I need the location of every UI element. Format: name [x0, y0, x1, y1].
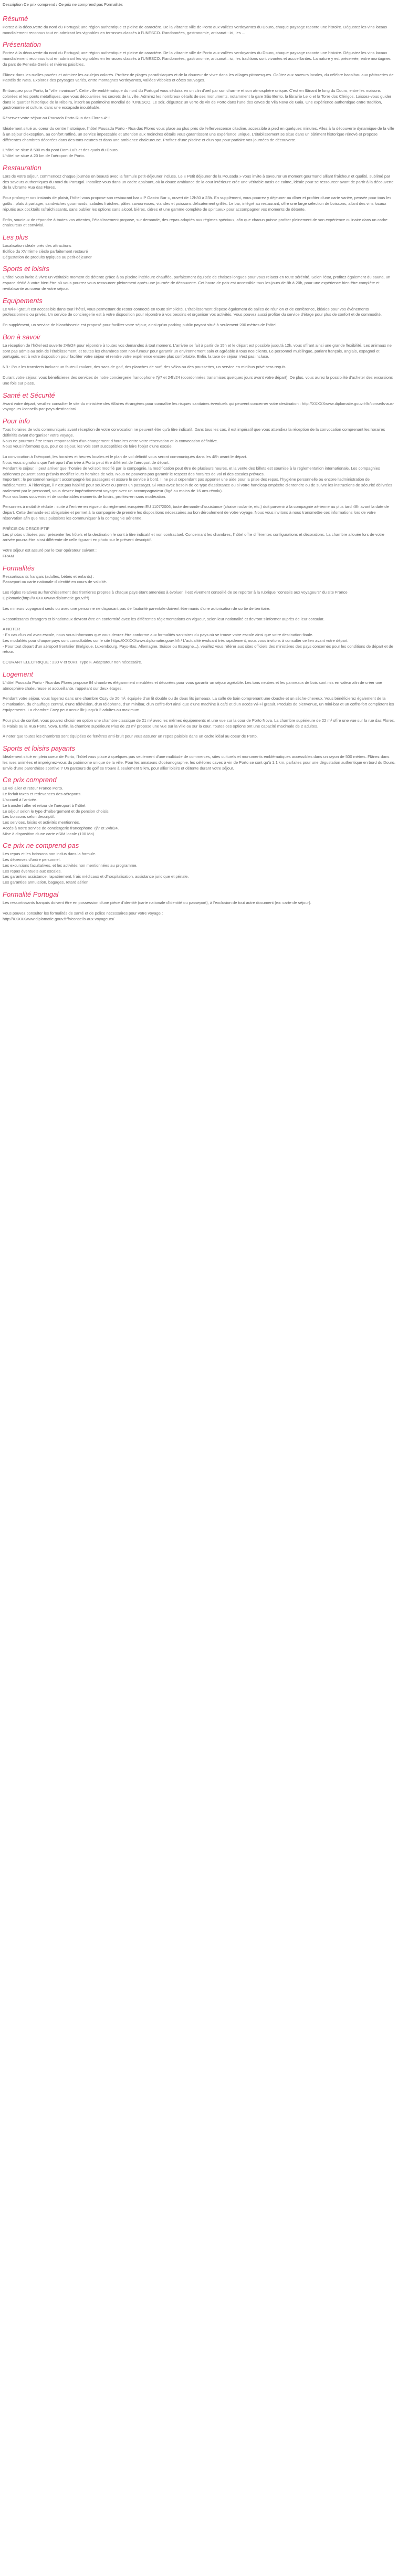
paragraph: À noter que toutes les chambres sont équipées de fenêtres anti-bruit pour vous assurer un repos paisible dans un cadre idéal au coeur de Porto. — [3, 734, 258, 739]
description-header: Description Ce prix comprend / Ce prix ne comprend pas Formalités — [3, 2, 123, 7]
paragraph: Idéalement situé en plein coeur de Porto, l'hôtel vous place à quelques pas seulement d'une multitude de commerces, sites culturels et monuments emblématiques accessibles dans un rayon de 500 mètres. Flânez dans les rues animées et imprégnez-vous du patrimoine unique de la ville. Pour les amateurs d'océanographie, les célèbres caves à vin de Porto se sont qu'à 1,1 km, parfaites pour une dégustation authentique en bord du Douro. Envie d'une parenthèse sportive ? Un parcours de golf se trouve à seulement 9 km, pour allier loisirs et détente durant votre séjour. — [3, 754, 395, 771]
paragraph: Idéalement situé au coeur du centre historique, l'hôtel Pousada Porto - Rua das Flores vous place au plus près de l'effervescence citadine, accessible à pied en quelques minutes. Allez à la découverte dynamique de la ville à un séjour d'exception, au confort raffiné, un service impeccable et attention aux moindres détails vous garantissent une expérience unique. L'établissement se situe dans un bâtiment historique rénové et propose différentes chambres décorées dans des tons neutres et dans une ambiance chaleureuse. Profitez d'une piscine et d'un spa pour parfaire vos journées de découverte. — [3, 126, 394, 142]
section-sante-securite — [3, 392, 395, 413]
section-title-formalite-portugal: Formalité Portugal — [3, 890, 59, 899]
list-item: Les boissons selon descriptif. — [3, 814, 55, 819]
paragraph: Enfin, soucieux de répondre à toutes vos attentes, l'établissement propose, sur demande, des repas adaptés aux régimes spéciaux, afin que chacun puisse profiter pleinement de son expérience culinaire dans un cadre chaleureux et convivial. — [3, 217, 388, 228]
section-title-formalites: Formalités — [3, 564, 35, 572]
section-title-presentation: Présentation — [3, 40, 41, 49]
paragraph: Les règles relatives au franchissement des frontières propres à chaque pays étant amenées à évoluer, il est vivement conseillé de se reporter à la rubrique "conseils aux voyageurs" du site France Diplomatie(http://XXXXXwww.diplomatie.gouv.fr/) — [3, 590, 348, 600]
paragraph: L'hôtel vous invite à vivre un véritable moment de détente grâce à sa piscine intérieure chauffée, parfaitement équipée de chaises longues pour vous relaxer en toute sérénité. Selon l'état, profitez également du sauna, un espace dédié à votre bien-être où vous pourrez vous ressourcer pleinement après une journée de découverte. Cet havre de paix est accessible tous les jours de 8h à 20h, pour une expérience bien-être complète et revitalisante au coeur de votre séjour. — [3, 275, 391, 291]
section-ce-prix-comprend — [3, 776, 395, 837]
section-title-sports-loisirs: Sports et loisirs — [3, 265, 49, 273]
paragraph: Tous horaires de vols communiqués avant réception de votre convocation ne peuvent être qu'à titre indicatif. Dans tous les cas, il est impératif que vous attendiez la réception de la convocation comprenant les horaires définitifs avant d'organiser votre voyage. Nous ne pourrons être tenus responsables d'un changement d'horaires entre votre réservation et la convocation définitive. Nous vous informons que, pour ce séjour, les vols sont susceptibles de faire l'objet d'une escale. — [3, 427, 385, 449]
section-presentation — [3, 41, 395, 159]
list-item: Le vol aller et retour France Porto. — [3, 786, 64, 791]
section-bon-a-savoir — [3, 334, 395, 387]
sports-loisirs-body — [3, 275, 395, 292]
paragraph: Personnes à mobilité réduite : suite à l'entrée en vigueur du règlement européen EU 1107/2006, toute demande d'assistance (chaise roulante, etc.) doit parvenir à la compagnie aérienne au plus tard 48h avant la date de départ. Cette demande est obligatoire et permet à la compagnie de prendre les dispositions nécessaires au bon déroulement de votre voyage. Nous vous invitons à nous transmettre ces informations lors de votre réservation afin que nous puissions les communiquer à la compagnie aérienne. — [3, 504, 389, 521]
paragraph: PRÉCISION DESCRIPTIF Les photos utilisées pour présenter les hôtels et la destination le sont à titre indicatif et non contractuel. Concernant les chambres, l'hôtel offre différentes configurations et décorations. La chambre allouée lors de votre arrivée pourra être ainsi différente de celle figurant en photo sur le présent descriptif. — [3, 526, 384, 543]
list-item: Localisation idéale près des attractions — [3, 243, 71, 248]
list-item: Le séjour selon le type d'hébergement et de pension choisis. — [3, 808, 110, 814]
section-logement — [3, 671, 395, 740]
sante-securite-body — [3, 401, 395, 413]
section-title-restauration: Restauration — [3, 163, 41, 172]
paragraph: Flânez dans les ruelles pavées et admirez les azulejos colorés. Profitez de plages paradisiaques et de la douceur de vivre dans les villages pittoresques. Goûtez aux saveurs locales, du célèbre bacalhau aux pâtisseries de Pastéis de Nata. Explorez des paysages variés, entre montagnes verdoyantes, vallées viticoles et côtes sauvages. — [3, 72, 394, 83]
paragraph: Pendant votre séjour, vous logerez dans une chambre Cozy de 20 m², équipée d'un lit double ou de deux lits jumeaux. La salle de bain comprenant une douche et un sèche-cheveux. Vous bénéficierez également de la climatisation, du chauffage central, d'une télévision, d'un téléphone, d'un minibar, d'un coffre-fort ainsi que d'une machine à café et d'un accès Wi-Fi gratuit. Produits de bienvenue, un mini-bar et un coffre-fort complètent les équipements. La chambre Cozy peut accueillir jusqu'à 2 adultes au maximum. — [3, 696, 394, 713]
logement-body — [3, 680, 395, 740]
paragraph: L'hôtel se situe à 500 m du pont Dom-Luís et des quais du Douro. L'hôtel se situe à 20 km de l'aéroport de Porto. — [3, 148, 119, 159]
list-item: Les garanties assistance, rapatriement, frais médicaux et d'hospitalisation, assistance juridique et pénale. — [3, 874, 189, 879]
list-item: Les garanties annulation, bagages, retard aérien. — [3, 880, 90, 885]
paragraph: Pour prolonger vos instants de plaisir, l'hôtel vous propose son restaurant bar « P Gastro Bar », ouvert de 12h30 à 23h. En supplément, vous pourrez y déjeuner ou dîner et profiter d'une carte variée, pensée pour tous les goûts : plats à partager, sandwiches gourmands, salades fraîches, pâtes savoureuses, viandes et poissons délicatement grillés. Le bar, intégré au restaurant, offre une large sélection de boissons, allant des vins locaux réputés aux cocktails rafraîchissants, sans oublier les options sans alcool, bières, cidres et une gamme complète de spiritueux pour accompagner vos moments de détente. — [3, 195, 392, 212]
paragraph: Pour plus de confort, vous pouvez choisir en option une chambre classique de 21 m² avec les mêmes équipements et une vue sur la cour de Porto Nova. La chambre supérieure de 22 m² offre une vue sur la rue das Flores, le Palais ou la Rua Porta Nova. Enfin, la chambre supérieure Plus de 23 m² propose une vue sur la ville ou sur la cour. Toutes ces options ont une capacité maximale de 2 adultes. — [3, 718, 395, 729]
list-item: Mise à disposition d'une carte eSIM locale (100 Mo). — [3, 831, 96, 836]
section-title-ce-prix-ne-comprend-pas: Ce prix ne comprend pas — [3, 842, 79, 850]
paragraph: Le Wi-Fi gratuit est accessible dans tout l'hôtel, vous permettant de rester connecté en toute simplicité. L'établissement dispose également de salles de réunion et de conférence, idéales pour vos événements professionnels ou privés. Un service de conciergerie est à votre disposition pour répondre à vos besoins et organiser vos activités. Vous pouvez aussi profiter du service d'étage pour plus de confort et de commodité. — [3, 306, 382, 317]
section-title-bon-a-savoir: Bon à savoir — [3, 333, 41, 341]
resume-text: Portez à la découverte du nord du Portugal; une région authentique et pleine de caractère. De la vibrante ville de Porto aux vallées verdoyantes du Douro, chaque paysage raconte une histoire. Dégustez les vins locaux mondialement reconnus tout en admirant les vignobles en terrasses classés à l'UNESCO. Randonnées, gastronomie, artisanat : ici, les ... — [3, 24, 387, 35]
section-title-pour-info: Pour info — [3, 417, 30, 425]
presentation-body — [3, 50, 395, 159]
paragraph: Embarquez pour Porto, la "ville invaincue". Cette ville emblématique du nord du Portugal vous séduira en un clin d'oeil par son charme et son atmosphère unique. C'est en flânant le long du Douro, entre les maisons colorées et les ponts métalliques, que vous découvrirez les secrets de la ville. Admirez les nombreux détails de ses monuments, notamment la gare São Bento, la librairie Lello et la Torre dos Clérigos. Laissez-vous guider dans le quartier historique de la Ribeira, inscrit au patrimoine mondial de l'UNESCO. Le soir, dégustez un verre de vin de Porto dans l'une des caves de Vila Nova de Gaia. Une expérience authentique entre tradition, gastronomie et culture, dans une escapade inoubliable. — [3, 88, 392, 110]
equipements-body — [3, 307, 395, 328]
bon-a-savoir-body — [3, 343, 395, 387]
list-item: L'accueil à l'arrivée. — [3, 797, 38, 802]
paragraph: La réception de l'hôtel est ouverte 24h/24 pour répondre à toutes vos demandes à tout moment. L'arrivée se fait à partir de 15h et le départ est possible jusqu'à 12h, vous offrant ainsi une grande flexibilité. Les animaux ne sont pas admis au sein de l'établissement, et toutes les chambres sont non-fumeur pour garantir un environnement sain et agréable à tous nos clients. Le personnel multilingue, parlant français, anglais, espagnol et portugais, est à votre disposition pour faciliter votre séjour et rendre votre expérience encore plus confortable. Enfin, la taxe de séjour n'est pas incluse. — [3, 342, 392, 359]
product-description-page — [0, 0, 398, 930]
paragraph: Ressortissants étrangers et binationaux devront être en conformité avec les différentes réglementations en vigueur, selon leur nationalité et devront s'informer auprès de leur consulat. — [3, 616, 324, 621]
paragraph: NB : Pour les transferts incluant un fauteuil roulant, des sacs de golf, des planches de surf, des vélos ou des poussettes, un service en minibus privé sera requis. — [3, 365, 287, 370]
section-title-sante-securite: Santé et Sécurité — [3, 391, 55, 399]
section-les-plus — [3, 234, 395, 260]
paragraph: Votre séjour est assuré par le tour opérateur suivant : FRAM — [3, 548, 97, 558]
paragraph: Portez à la découverte du nord du Portugal; une région authentique et pleine de caractère. De la vibrante ville de Porto aux vallées verdoyantes du Douro, chaque paysage raconte une histoire. Dégustez les vins locaux mondialement reconnus tout en admirant les vignobles en terrasses classés à l'UNESCO. Randonnées, gastronomie, artisanat : ici, les traditions sont vivantes et accueillantes. La nature y est préservée, entre montagnes du parc de Peneda-Gerês et rivières paisibles. — [3, 50, 391, 67]
ce-prix-ne-comprend-pas-list — [3, 851, 395, 886]
les-plus-list — [3, 243, 395, 260]
list-item: Les repas éventuels aux escales. — [3, 868, 62, 874]
paragraph: Les ressortissants français doivent être en possession d'une pièce d'identité (carte nationale d'identité ou passeport), à l'exclusion de tout autre document (ex: carte de séjour). — [3, 900, 311, 905]
formalites-body — [3, 574, 395, 666]
section-formalite-portugal — [3, 891, 395, 922]
paragraph: Réservez votre séjour au Pousada Porto Rua das Flores 4* ! — [3, 116, 110, 121]
paragraph: Les mineurs voyageant seuls ou avec une personne ne disposant pas de l'autorité parentale doivent être munis d'une autorisation de sortie de territoire. — [3, 606, 270, 611]
list-item: Les excursions facultatives, et les activités non mentionnées au programme. — [3, 863, 138, 868]
list-item: Les repas et les boissons non inclus dans la formule. — [3, 851, 97, 857]
section-sports-loisirs-payants — [3, 745, 395, 771]
list-item: Le forfait taxes et redevances des aéroports. — [3, 792, 82, 797]
list-item: Accès à notre service de conciergerie francophone 7j/7 et 24h/24. — [3, 825, 119, 830]
ce-prix-comprend-list — [3, 786, 395, 837]
list-item: Dégustation de produits typiques au petit-déjeuner — [3, 254, 92, 259]
paragraph: Lors de votre séjour, commencez chaque journée en beauté avec la formule petit-déjeuner incluse. Le « Petit déjeuner de la Pousada » vous invite à savourer un moment gourmand alliant fraîcheur et qualité, sublimé par des saveurs authentiques du nord du Portugal. Installez-vous dans un cadre apaisant, où la douce ambiance de la cour intérieure crée une véritable oasis de calme, idéale pour se ressourcer avant de partir à la découverte de la vibrante Rua das Flores. — [3, 173, 394, 190]
formalite-portugal-body — [3, 900, 395, 922]
list-item: Les dépenses d'ordre personnel. — [3, 857, 61, 863]
restauration-body — [3, 174, 395, 228]
section-title-resume: Résumé — [3, 14, 28, 23]
pour-info-body — [3, 427, 395, 559]
section-sports-loisirs — [3, 265, 395, 292]
paragraph: A NOTER - En cas d'un vol avec escale, nous vous informons que vous devrez être conforme aux formalités sanitaires du pays où se trouve votre escale ainsi que votre destination finale. Les modalités pour chaque pays sont consultables sur le site https://XXXXXwww.diplomatie.gouv.fr/fr/ L'actualité évoluant très rapidement, nous vous invitons à consulter ce lien avant votre départ. - Pour tout départ d'un aéroport frontalier (Belgique, Luxembourg, Pays-Bas, Allemagne, Suisse ou Espagne...), veuillez vous référer aux sites officiels des ministères des pays concernés pour les conditions de départ et de retour. — [3, 627, 393, 655]
paragraph: Vous pouvez consulter les formalités de santé et de police nécessaires pour votre voyage : http://XXXXXwww.diplomatie.gouv.fr/fr/conseils-aux-voyageurs/ — [3, 910, 163, 921]
section-title-ce-prix-comprend: Ce prix comprend — [3, 776, 57, 784]
section-ce-prix-ne-comprend-pas — [3, 842, 395, 886]
section-title-sports-loisirs-payants: Sports et loisirs payants — [3, 744, 76, 753]
section-title-logement: Logement — [3, 670, 33, 678]
section-equipements — [3, 297, 395, 328]
sports-loisirs-payants-body — [3, 754, 395, 771]
paragraph: Ressortissants français (adultes, bébés et enfants) : Passeport ou carte nationale d'identité en cours de validité. — [3, 574, 107, 585]
paragraph: En supplément, un service de blanchisserie est proposé pour faciliter votre séjour, ainsi qu'un parking public payant situé à seulement 200 mètres de l'hôtel. — [3, 323, 278, 328]
list-item: Le transfert aller et retour de l'aéroport à l'hôtel. — [3, 803, 87, 808]
section-restauration — [3, 164, 395, 228]
section-pour-info — [3, 418, 395, 559]
section-title-les-plus: Les plus — [3, 233, 28, 242]
list-item: Les services, loisirs et activités mentionnés. — [3, 820, 80, 825]
paragraph: COURANT ELECTRIQUE : 230 V et 50Hz. Type F. Adaptateur non nécessaire. — [3, 660, 142, 665]
paragraph: La convocation à l'aéroport, les horaires et heures locales et le plan de vol définitif vous seront communiqués dans les 48h avant le départ. Nous vous signalons que l'aéroport d'arrivée à Porto peut être différent de l'aéroport de départ. Pendant le séjour, il peut arriver que l'horaire de vol soit modifié par la compagnie, la modification peut être de plusieurs heures, et la vente des billets est soumise à la réglementation internationale. Les compagnies aériennes peuvent sans préavis modifier leurs horaires de vols. Nous ne pouvons pas garantir le respect des horaires de vol ni des escales prévues. Important : le personnel navigant accompagné les passagers et assure le service à bord. Il ne peut cependant pas apporter une aide pour la prise des repas, l'hygiène personnelle ou encore l'administration de médicaments. À l'identique, il n'est pas habilité pour soulever ou porter un passager. Si vous avez besoin de ce type d'assistance ou si votre handicap empêche d'entendre ou de suivre les instructions de sécurité délivrées oralement par le personnel, vous devrez impérativement voyager avec un accompagnateur (âgé au moins de 16 ans révolu). Pour vos bons souvenirs et de confortables moments de loisirs, profitez-en sans modération. — [3, 454, 392, 499]
list-item: Édifice du XVIIIème siècle parfaitement restauré — [3, 248, 88, 254]
section-formalites — [3, 565, 395, 666]
section-title-equipements: Equipements — [3, 296, 43, 305]
paragraph: Durant votre séjour, vous bénéficierez des services de notre conciergerie francophone 7j/7 et 24h/24 (coordonnées transmises quelques jours avant votre départ). De plus, vous aurez la possibilité d'acheter des excursions une fois sur place. — [3, 375, 393, 386]
paragraph: L'hôtel Pousada Porto - Rua das Flores propose 84 chambres élégamment meublées et décorées pour vous garantir un séjour agréable. Les tons neutres et les panneaux de bois sont mis en valeur afin de créer une atmosphère chaleureuse et accueillante, rappelant sur deux étages. — [3, 680, 382, 691]
paragraph: Avant votre départ, veuillez consulter le site du ministère des Affaires étrangères pour connaître les risques sanitaires éventuels qui peuvent concerner votre destination : http://XXXXXwww.diplomatie.gouv.fr/fr/conseils-aux-voyageurs /conseils-par-pays-destination/ — [3, 401, 394, 412]
section-resume — [3, 15, 395, 36]
